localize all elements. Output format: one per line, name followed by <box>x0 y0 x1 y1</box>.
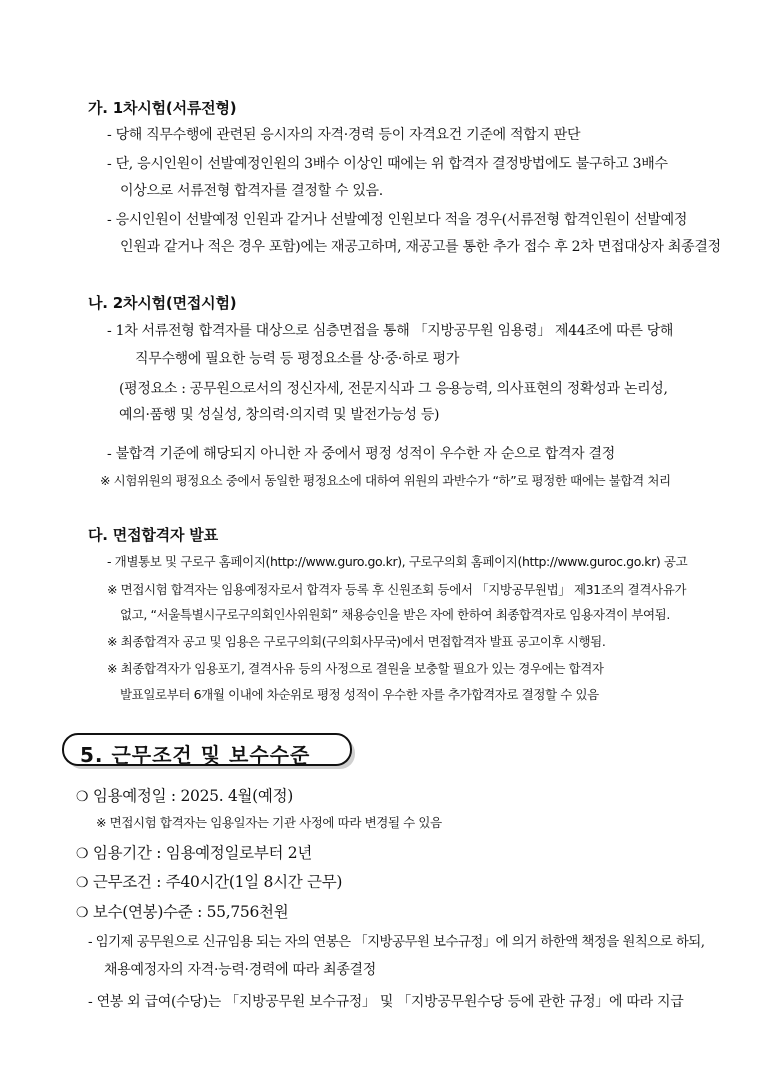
section-da-note: 없고, “서울특별시구로구의회인사위원회” 채용승인을 받은 자에 한하여 최종합격자로 임용자격이 부여됨. <box>120 607 670 622</box>
section-na-line: - 불합격 기준에 해당되지 아니한 자 중에서 평정 성적이 우수한 자 순으로 합격자 결정 <box>107 446 615 462</box>
section-na-line: 예의·품행 및 성실성, 창의력·의지력 및 발전가능성 등) <box>119 407 440 423</box>
salary-detail: - 연봉 외 급여(수당)는 「지방공무원 보수규정」 및 「지방공무원수당 등에 관한 규정」에 따라 지급 <box>88 994 684 1010</box>
section-na-line: (평정요소 : 공무원으로서의 정신자세, 전문지식과 그 응용능력, 의사표현의 정확성과 논리성, <box>119 381 668 397</box>
section-da-line: - 개별통보 및 구로구 홈페이지(http://www.guro.go.kr), 구로구의회 홈페이지(http://www.guroc.go.kr) 공고 <box>107 554 688 569</box>
salary-detail: - 임기제 공무원으로 신규임용 되는 자의 연봉은 「지방공무원 보수규정」에 의거 하한액 책정을 원칙으로 하되, <box>88 934 705 950</box>
section-da-title: 다. 면접합격자 발표 <box>88 526 218 544</box>
section-na-line: - 1차 서류전형 합격자를 대상으로 심층면접을 통해 「지방공무원 임용령」 제44조에 따른 당해 <box>107 323 674 339</box>
condition-period <box>76 841 312 863</box>
circle-bullet-icon: ❍ <box>76 789 89 805</box>
section-ga-title: 가. 1차시험(서류전형) <box>88 99 237 117</box>
section-da-note: 발표일로부터 6개월 이내에 차순위로 평정 성적이 우수한 자를 추가합격자로 결정할 수 있음 <box>120 687 599 702</box>
section-ga-line: - 단, 응시인원이 선발예정인원의 3배수 이상인 때에는 위 합격자 결정방법에도 불구하고 3배수 <box>107 156 668 172</box>
condition-text: 보수(연봉)수준 : 55,756천원 <box>92 903 289 921</box>
section-na-title: 나. 2차시험(면접시험) <box>88 294 237 312</box>
section-na-note: ※ 시험위원의 평정요소 중에서 동일한 평정요소에 대하여 위원의 과반수가 “하”로 평정한 때에는 불합격 처리 <box>100 473 671 488</box>
condition-start-date <box>76 784 293 806</box>
section-da-note: ※ 최종합격자가 임용포기, 결격사유 등의 사정으로 결원을 보충할 필요가 있는 경우에는 합격자 <box>107 661 604 676</box>
section-ga-line: - 응시인원이 선발예정 인원과 같거나 선발예정 인원보다 적을 경우(서류전형 합격인원이 선발예정 <box>107 212 688 228</box>
condition-note: ※ 면접시험 합격자는 임용일자는 기관 사정에 따라 변경될 수 있음 <box>96 815 442 830</box>
condition-text: 근무조건 : 주40시간(1일 8시간 근무) <box>92 873 343 891</box>
condition-text: 임용예정일 : 2025. 4월(예정) <box>92 787 294 805</box>
section-na-line: 직무수행에 필요한 능력 등 평정요소를 상·중·하로 평가 <box>135 351 460 367</box>
circle-bullet-icon: ❍ <box>76 875 89 891</box>
condition-text: 임용기간 : 임용예정일로부터 2년 <box>92 844 313 862</box>
section-ga-line: 이상으로 서류전형 합격자를 결정할 수 있음. <box>120 183 383 199</box>
salary-detail: 채용예정자의 자격·능력·경력에 따라 최종결정 <box>104 962 377 978</box>
section-5-title: 5. 근무조건 및 보수수준 <box>80 743 311 767</box>
section-da-note: ※ 면접시험 합격자는 임용예정자로서 합격자 등록 후 신원조회 등에서 「지방공무원법」 제31조의 결격사유가 <box>107 582 687 597</box>
circle-bullet-icon: ❍ <box>76 905 89 921</box>
section-5-banner <box>62 733 360 771</box>
condition-hours <box>76 870 342 892</box>
circle-bullet-icon: ❍ <box>76 846 89 862</box>
section-ga-line: - 당해 직무수행에 관련된 응시자의 자격·경력 등이 자격요건 기준에 적합지 판단 <box>107 127 581 143</box>
section-ga-line: 인원과 같거나 적은 경우 포함)에는 재공고하며, 재공고를 통한 추가 접수 후 2차 면접대상자 최종결정 <box>120 239 721 255</box>
condition-salary <box>76 900 288 922</box>
section-da-note: ※ 최종합격자 공고 및 임용은 구로구의회(구의회사무국)에서 면접합격자 발표 공고이후 시행됨. <box>107 634 606 649</box>
